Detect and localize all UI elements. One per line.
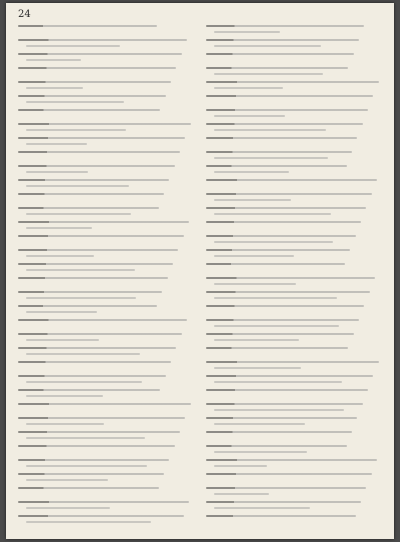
- list-item: [18, 23, 196, 36]
- list-item: [18, 107, 196, 120]
- illegible-line-mark: [18, 515, 184, 517]
- illegible-line-mark: [214, 45, 321, 47]
- illegible-line-mark: [206, 207, 366, 209]
- illegible-line-mark: [206, 277, 375, 279]
- illegible-line-mark: [206, 403, 363, 405]
- list-item: [18, 499, 196, 512]
- illegible-line-mark: [214, 409, 344, 411]
- list-item: [206, 513, 384, 526]
- list-item: [206, 317, 384, 330]
- list-item: [18, 443, 196, 456]
- list-item: [18, 247, 196, 260]
- document-page: [6, 3, 394, 539]
- list-item: [18, 359, 196, 372]
- illegible-line-mark: [18, 179, 169, 181]
- list-item: [18, 177, 196, 190]
- illegible-line-mark: [206, 235, 356, 237]
- illegible-line-mark: [18, 501, 189, 503]
- list-item: [18, 261, 196, 274]
- illegible-line-mark: [206, 151, 352, 153]
- illegible-line-mark: [18, 221, 189, 223]
- list-item: [206, 23, 384, 36]
- illegible-line-mark: [18, 67, 176, 69]
- illegible-line-mark: [206, 109, 368, 111]
- list-item: [206, 485, 384, 498]
- list-item: [18, 331, 196, 344]
- illegible-line-mark: [206, 431, 352, 433]
- illegible-line-mark: [26, 437, 145, 439]
- illegible-line-mark: [214, 283, 296, 285]
- illegible-line-mark: [26, 213, 131, 215]
- list-item: [206, 275, 384, 288]
- illegible-line-mark: [26, 171, 88, 173]
- illegible-line-mark: [206, 165, 347, 167]
- illegible-line-mark: [206, 193, 372, 195]
- illegible-line-mark: [214, 87, 283, 89]
- illegible-line-mark: [26, 297, 136, 299]
- illegible-line-mark: [214, 199, 291, 201]
- right-column: [206, 23, 384, 529]
- illegible-line-mark: [26, 185, 129, 187]
- illegible-line-mark: [206, 81, 379, 83]
- illegible-line-mark: [214, 157, 328, 159]
- list-item: [18, 317, 196, 330]
- illegible-line-mark: [206, 305, 364, 307]
- illegible-line-mark: [26, 129, 126, 131]
- illegible-line-mark: [18, 319, 187, 321]
- illegible-line-mark: [206, 459, 377, 461]
- illegible-line-mark: [18, 235, 184, 237]
- list-item: [18, 37, 196, 50]
- illegible-line-mark: [206, 417, 357, 419]
- illegible-line-mark: [18, 193, 164, 195]
- list-item: [18, 387, 196, 400]
- list-item: [206, 499, 384, 512]
- illegible-line-mark: [206, 179, 377, 181]
- illegible-line-mark: [18, 151, 180, 153]
- illegible-line-mark: [26, 101, 124, 103]
- illegible-line-mark: [26, 59, 81, 61]
- illegible-line-mark: [18, 305, 157, 307]
- list-item: [18, 457, 196, 470]
- illegible-line-mark: [18, 39, 187, 41]
- list-item: [18, 429, 196, 442]
- illegible-line-mark: [206, 123, 363, 125]
- list-item: [206, 373, 384, 386]
- illegible-line-mark: [214, 73, 323, 75]
- list-item: [206, 135, 384, 148]
- list-item: [206, 289, 384, 302]
- illegible-line-mark: [214, 171, 289, 173]
- illegible-line-mark: [206, 95, 373, 97]
- illegible-line-mark: [206, 291, 370, 293]
- list-item: [206, 331, 384, 344]
- list-item: [18, 219, 196, 232]
- list-item: [206, 93, 384, 106]
- illegible-line-mark: [18, 53, 182, 55]
- list-item: [206, 359, 384, 372]
- list-item: [18, 65, 196, 78]
- illegible-line-mark: [214, 367, 301, 369]
- list-item: [206, 107, 384, 120]
- illegible-line-mark: [206, 361, 379, 363]
- illegible-line-mark: [206, 25, 364, 27]
- illegible-line-mark: [214, 213, 331, 215]
- illegible-line-mark: [18, 431, 180, 433]
- left-column: [18, 23, 196, 529]
- illegible-line-mark: [18, 375, 166, 377]
- list-item: [206, 121, 384, 134]
- illegible-line-mark: [206, 347, 348, 349]
- illegible-line-mark: [214, 241, 333, 243]
- list-item: [18, 289, 196, 302]
- illegible-line-mark: [206, 221, 361, 223]
- list-item: [206, 37, 384, 50]
- list-item: [18, 163, 196, 176]
- illegible-line-mark: [26, 353, 140, 355]
- illegible-line-mark: [214, 381, 342, 383]
- illegible-line-mark: [18, 473, 164, 475]
- list-item: [18, 205, 196, 218]
- list-item: [18, 135, 196, 148]
- illegible-line-mark: [18, 249, 178, 251]
- illegible-line-mark: [214, 339, 299, 341]
- illegible-line-mark: [18, 333, 182, 335]
- illegible-line-mark: [214, 115, 285, 117]
- illegible-line-mark: [26, 255, 94, 257]
- list-item: [206, 303, 384, 316]
- list-item: [18, 121, 196, 134]
- illegible-line-mark: [206, 67, 348, 69]
- illegible-line-mark: [206, 375, 373, 377]
- illegible-line-mark: [26, 465, 147, 467]
- illegible-line-mark: [18, 417, 185, 419]
- list-item: [18, 485, 196, 498]
- list-item: [206, 177, 384, 190]
- list-item: [206, 205, 384, 218]
- list-item: [206, 149, 384, 162]
- page-number: 24: [18, 9, 31, 20]
- illegible-line-mark: [206, 445, 347, 447]
- illegible-line-mark: [18, 165, 175, 167]
- illegible-line-mark: [206, 389, 368, 391]
- list-item: [18, 401, 196, 414]
- illegible-line-mark: [18, 487, 159, 489]
- illegible-line-mark: [214, 423, 305, 425]
- illegible-line-mark: [18, 137, 185, 139]
- illegible-line-mark: [214, 325, 339, 327]
- list-item: [206, 233, 384, 246]
- illegible-line-mark: [206, 39, 359, 41]
- list-item: [206, 429, 384, 442]
- illegible-line-mark: [26, 339, 99, 341]
- list-item: [18, 149, 196, 162]
- illegible-line-mark: [18, 207, 159, 209]
- illegible-line-mark: [206, 501, 361, 503]
- illegible-line-mark: [18, 459, 169, 461]
- illegible-line-mark: [214, 255, 294, 257]
- illegible-line-mark: [18, 291, 162, 293]
- list-item: [206, 51, 384, 64]
- illegible-line-mark: [26, 395, 103, 397]
- illegible-line-mark: [18, 81, 171, 83]
- illegible-line-mark: [18, 361, 171, 363]
- illegible-line-mark: [26, 479, 108, 481]
- illegible-line-mark: [26, 381, 142, 383]
- illegible-line-mark: [18, 347, 176, 349]
- illegible-line-mark: [214, 31, 280, 33]
- list-item: [18, 415, 196, 428]
- illegible-line-mark: [18, 403, 191, 405]
- list-item: [18, 191, 196, 204]
- list-item: [18, 345, 196, 358]
- list-item: [206, 65, 384, 78]
- list-item: [18, 51, 196, 64]
- list-item: [206, 345, 384, 358]
- illegible-line-mark: [214, 129, 326, 131]
- illegible-line-mark: [206, 249, 350, 251]
- list-item: [18, 275, 196, 288]
- list-item: [206, 247, 384, 260]
- illegible-line-mark: [26, 45, 120, 47]
- illegible-line-mark: [18, 123, 191, 125]
- illegible-line-mark: [206, 263, 345, 265]
- illegible-line-mark: [26, 521, 151, 523]
- list-item: [18, 471, 196, 484]
- illegible-line-mark: [206, 487, 366, 489]
- illegible-line-mark: [26, 269, 135, 271]
- illegible-line-mark: [214, 493, 269, 495]
- list-item: [206, 415, 384, 428]
- list-item: [206, 471, 384, 484]
- list-item: [206, 219, 384, 232]
- list-item: [18, 233, 196, 246]
- list-item: [18, 93, 196, 106]
- list-item: [206, 443, 384, 456]
- list-item: [18, 373, 196, 386]
- list-item: [18, 79, 196, 92]
- illegible-line-mark: [26, 87, 83, 89]
- illegible-line-mark: [214, 465, 267, 467]
- illegible-line-mark: [206, 473, 372, 475]
- illegible-line-mark: [18, 109, 160, 111]
- illegible-line-mark: [18, 277, 168, 279]
- illegible-line-mark: [206, 53, 354, 55]
- list-item: [206, 401, 384, 414]
- illegible-line-mark: [206, 319, 359, 321]
- illegible-line-mark: [26, 143, 87, 145]
- list-item: [206, 261, 384, 274]
- illegible-line-mark: [26, 311, 97, 313]
- illegible-line-mark: [26, 507, 110, 509]
- illegible-line-mark: [214, 451, 307, 453]
- illegible-line-mark: [206, 515, 356, 517]
- illegible-line-mark: [206, 137, 357, 139]
- list-item: [206, 79, 384, 92]
- illegible-line-mark: [26, 423, 104, 425]
- illegible-line-mark: [206, 333, 354, 335]
- list-item: [18, 513, 196, 526]
- illegible-line-mark: [18, 263, 173, 265]
- illegible-line-mark: [18, 25, 157, 27]
- illegible-line-mark: [26, 227, 92, 229]
- illegible-line-mark: [214, 507, 310, 509]
- list-item: [206, 191, 384, 204]
- illegible-line-mark: [18, 445, 175, 447]
- list-item: [206, 387, 384, 400]
- list-item: [206, 163, 384, 176]
- entry-columns: [18, 23, 384, 529]
- list-item: [18, 303, 196, 316]
- illegible-line-mark: [18, 389, 160, 391]
- list-item: [206, 457, 384, 470]
- illegible-line-mark: [214, 297, 337, 299]
- illegible-line-mark: [18, 95, 166, 97]
